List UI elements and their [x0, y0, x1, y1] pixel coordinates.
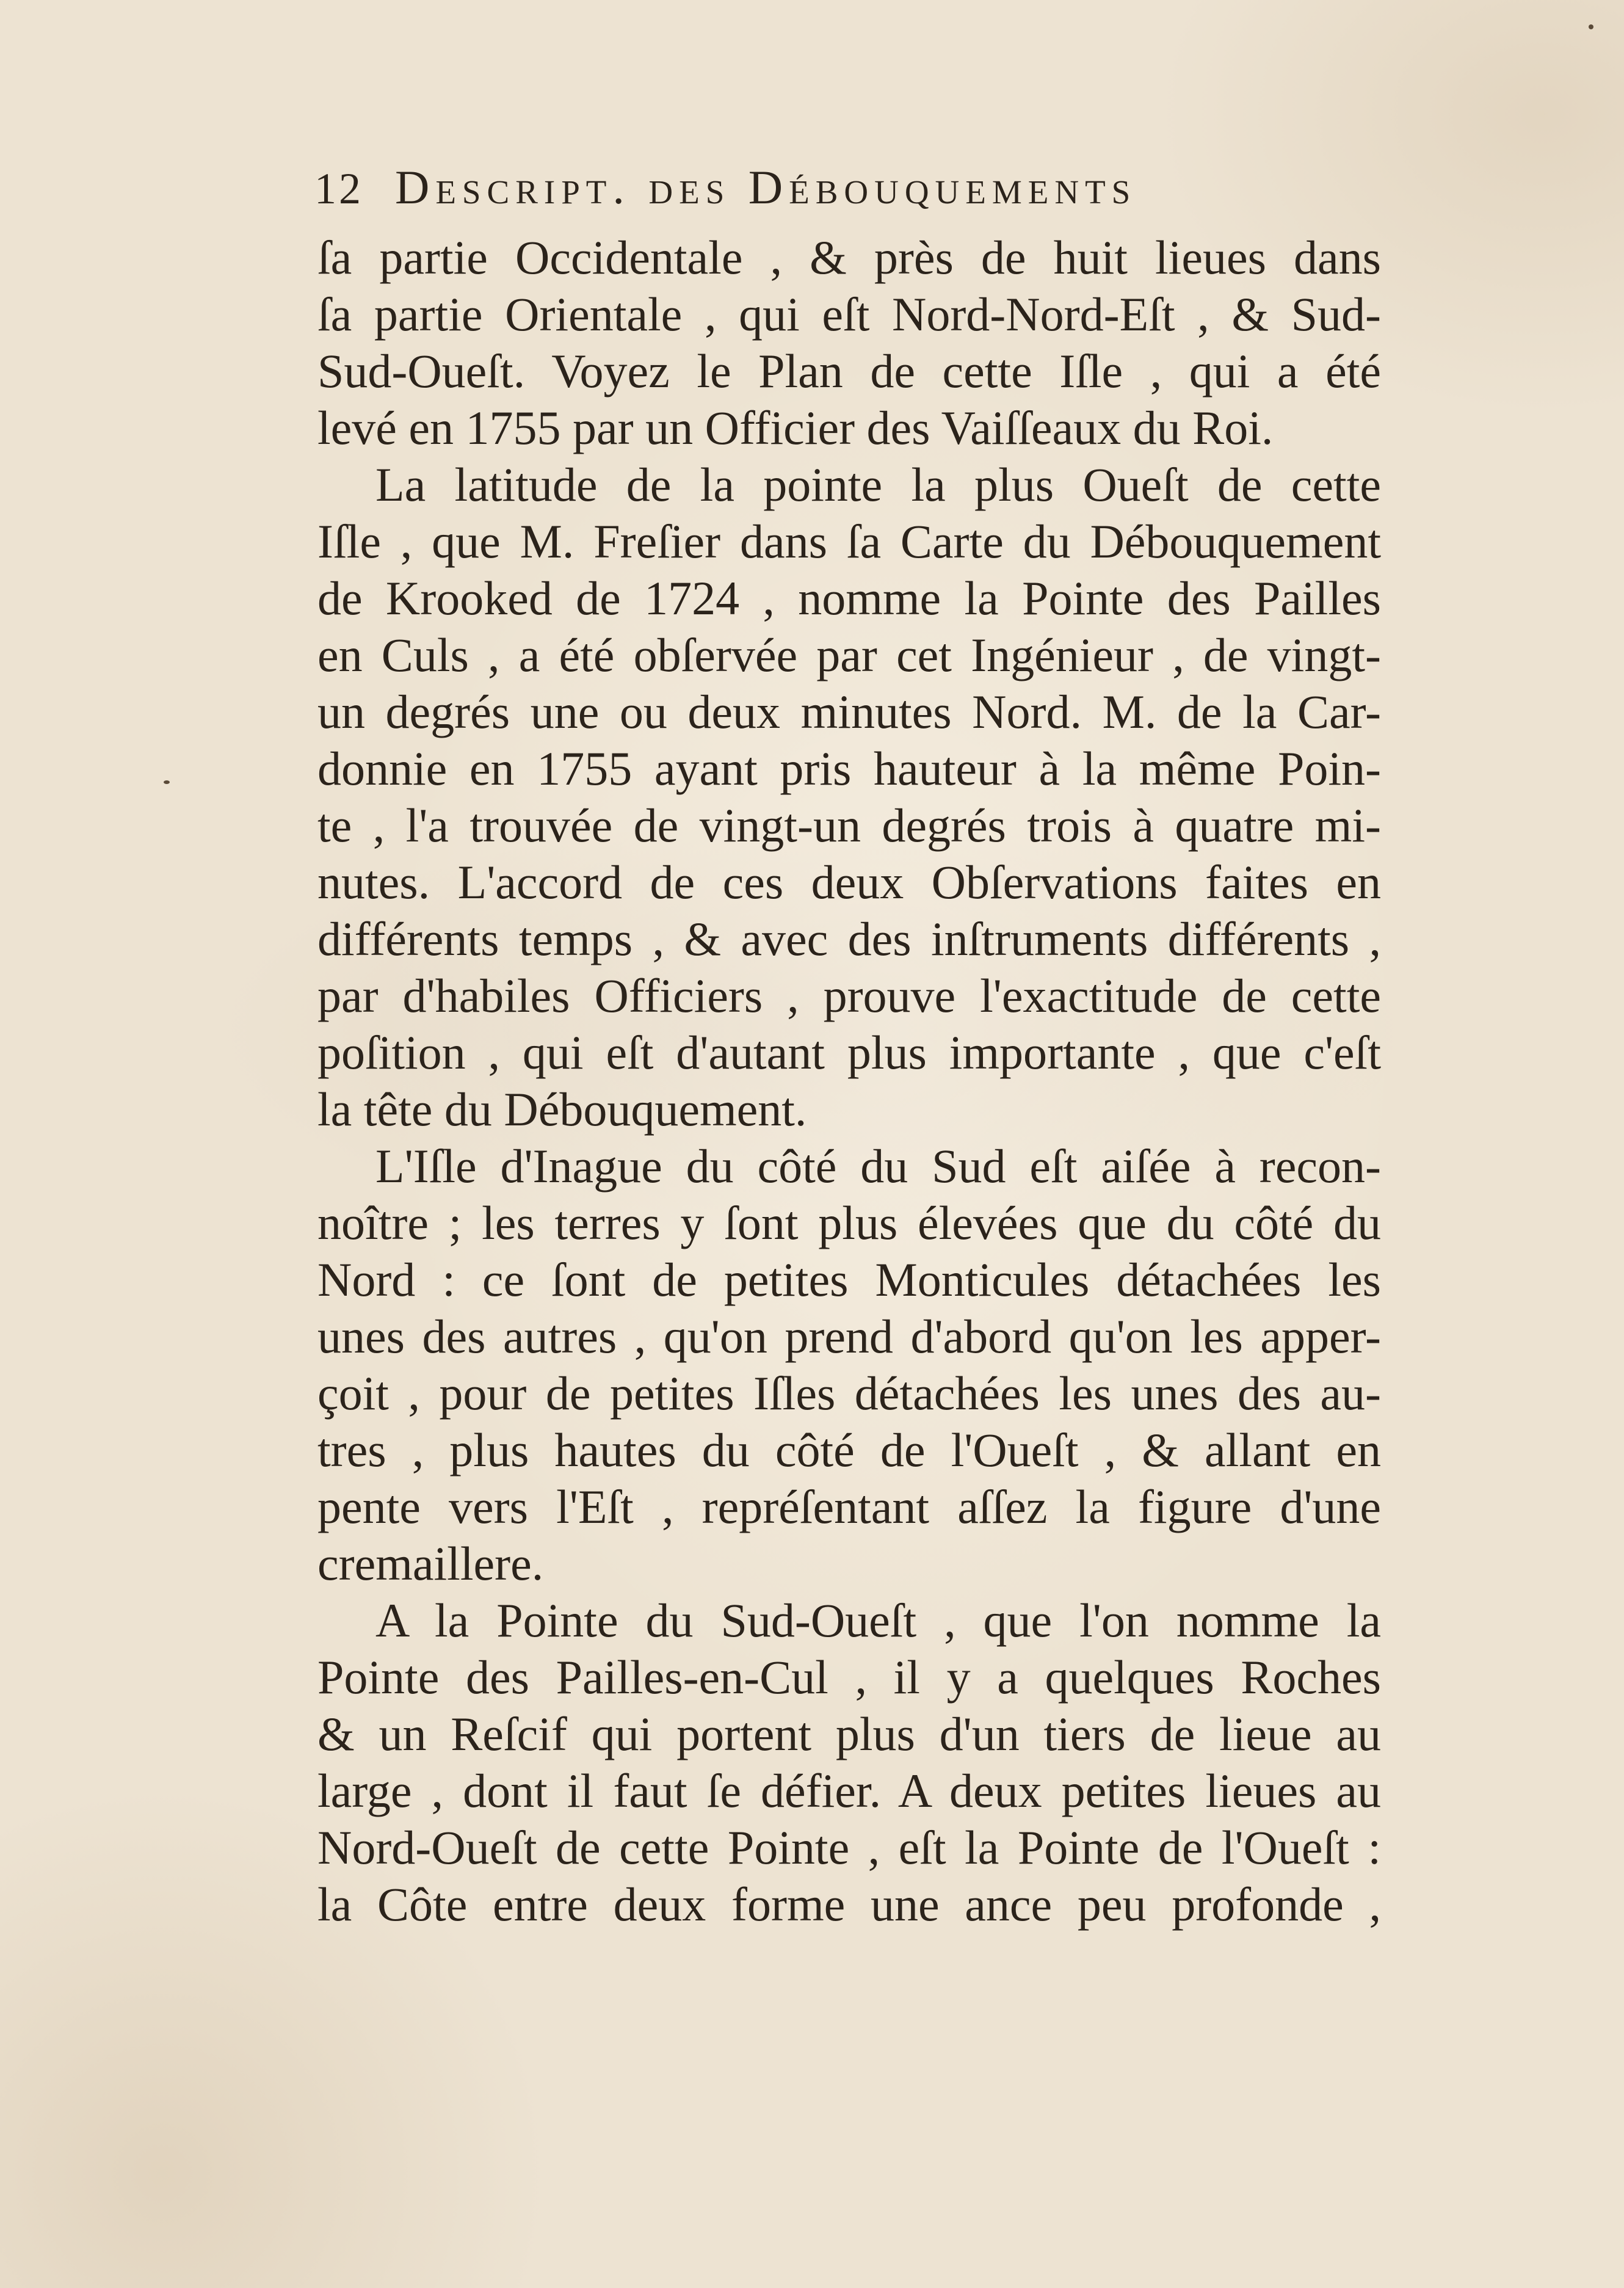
text-line: la tête du Débouquement. [317, 1083, 807, 1136]
text-line: en Culs , a été obſervée par cet Ingénieur , de vingt- [317, 628, 1381, 681]
text-line: te , l'a trouvée de vingt-un degrés trois à quatre mi- [317, 799, 1381, 852]
text-line: Iſle , que M. Freſier dans ſa Carte du Débouquement [317, 515, 1381, 568]
text-line: cremaillere. [317, 1537, 544, 1590]
ink-speck [164, 780, 170, 784]
text-line: noître ; les terres y ſont plus élevées que du côté du [317, 1196, 1381, 1249]
text-line: par d'habiles Officiers , prouve l'exactitude de cette [317, 969, 1381, 1022]
text-line: un degrés une ou deux minutes Nord. M. de la Car- [317, 685, 1381, 738]
text-line: poſition , qui eſt d'autant plus importante , que c'eſt [317, 1026, 1381, 1079]
text-line: La latitude de la pointe la plus Oueſt de cette [375, 458, 1381, 511]
ink-speck [1589, 24, 1593, 29]
text-line: nutes. L'accord de ces deux Obſervations faites en [317, 855, 1381, 909]
text-line: A la Pointe du Sud-Oueſt , que l'on nomme la [375, 1594, 1381, 1647]
page-number: 12 [314, 164, 363, 213]
running-head: Descript. des Débouquements [395, 161, 1137, 214]
text-line: ſa partie Occidentale , & près de huit lieues dans [317, 231, 1381, 284]
text-line: large , dont il faut ſe défier. A deux petites lieues au [317, 1764, 1381, 1817]
body-text [317, 229, 1381, 1933]
text-line: différents temps , & avec des inſtruments différents , [317, 912, 1381, 965]
text-line: unes des autres , qu'on prend d'abord qu'on les apper- [317, 1310, 1381, 1363]
text-line: Nord-Oueſt de cette Pointe , eſt la Pointe de l'Oueſt : [317, 1821, 1381, 1874]
text-line: Nord : ce ſont de petites Monticules détachées les [317, 1253, 1381, 1306]
page-header [314, 160, 1389, 227]
text-line: ſa partie Orientale , qui eſt Nord-Nord-Eſt , & Sud- [317, 288, 1381, 341]
text-line: levé en 1755 par un Officier des Vaiſſeaux du Roi. [317, 401, 1274, 454]
text-line: de Krooked de 1724 , nomme la Pointe des Pailles [317, 572, 1381, 625]
text-line: Sud-Oueſt. Voyez le Plan de cette Iſle , qui a été [317, 344, 1381, 398]
text-line: çoit , pour de petites Iſles détachées les unes des au- [317, 1367, 1381, 1420]
text-line: la Côte entre deux forme une ance peu profonde , [317, 1878, 1381, 1931]
text-line: tres , plus hautes du côté de l'Oueſt , & allant en [317, 1423, 1381, 1476]
text-line: pente vers l'Eſt , repréſentant aſſez la figure d'une [317, 1480, 1381, 1533]
text-line: donnie en 1755 ayant pris hauteur à la même Poin- [317, 742, 1381, 795]
text-line: Pointe des Pailles-en-Cul , il y a quelques Roches [317, 1651, 1381, 1704]
text-line: L'Iſle d'Inague du côté du Sud eſt aiſée à recon- [375, 1139, 1381, 1193]
text-line: & un Reſcif qui portent plus d'un tiers de lieue au [317, 1707, 1381, 1760]
